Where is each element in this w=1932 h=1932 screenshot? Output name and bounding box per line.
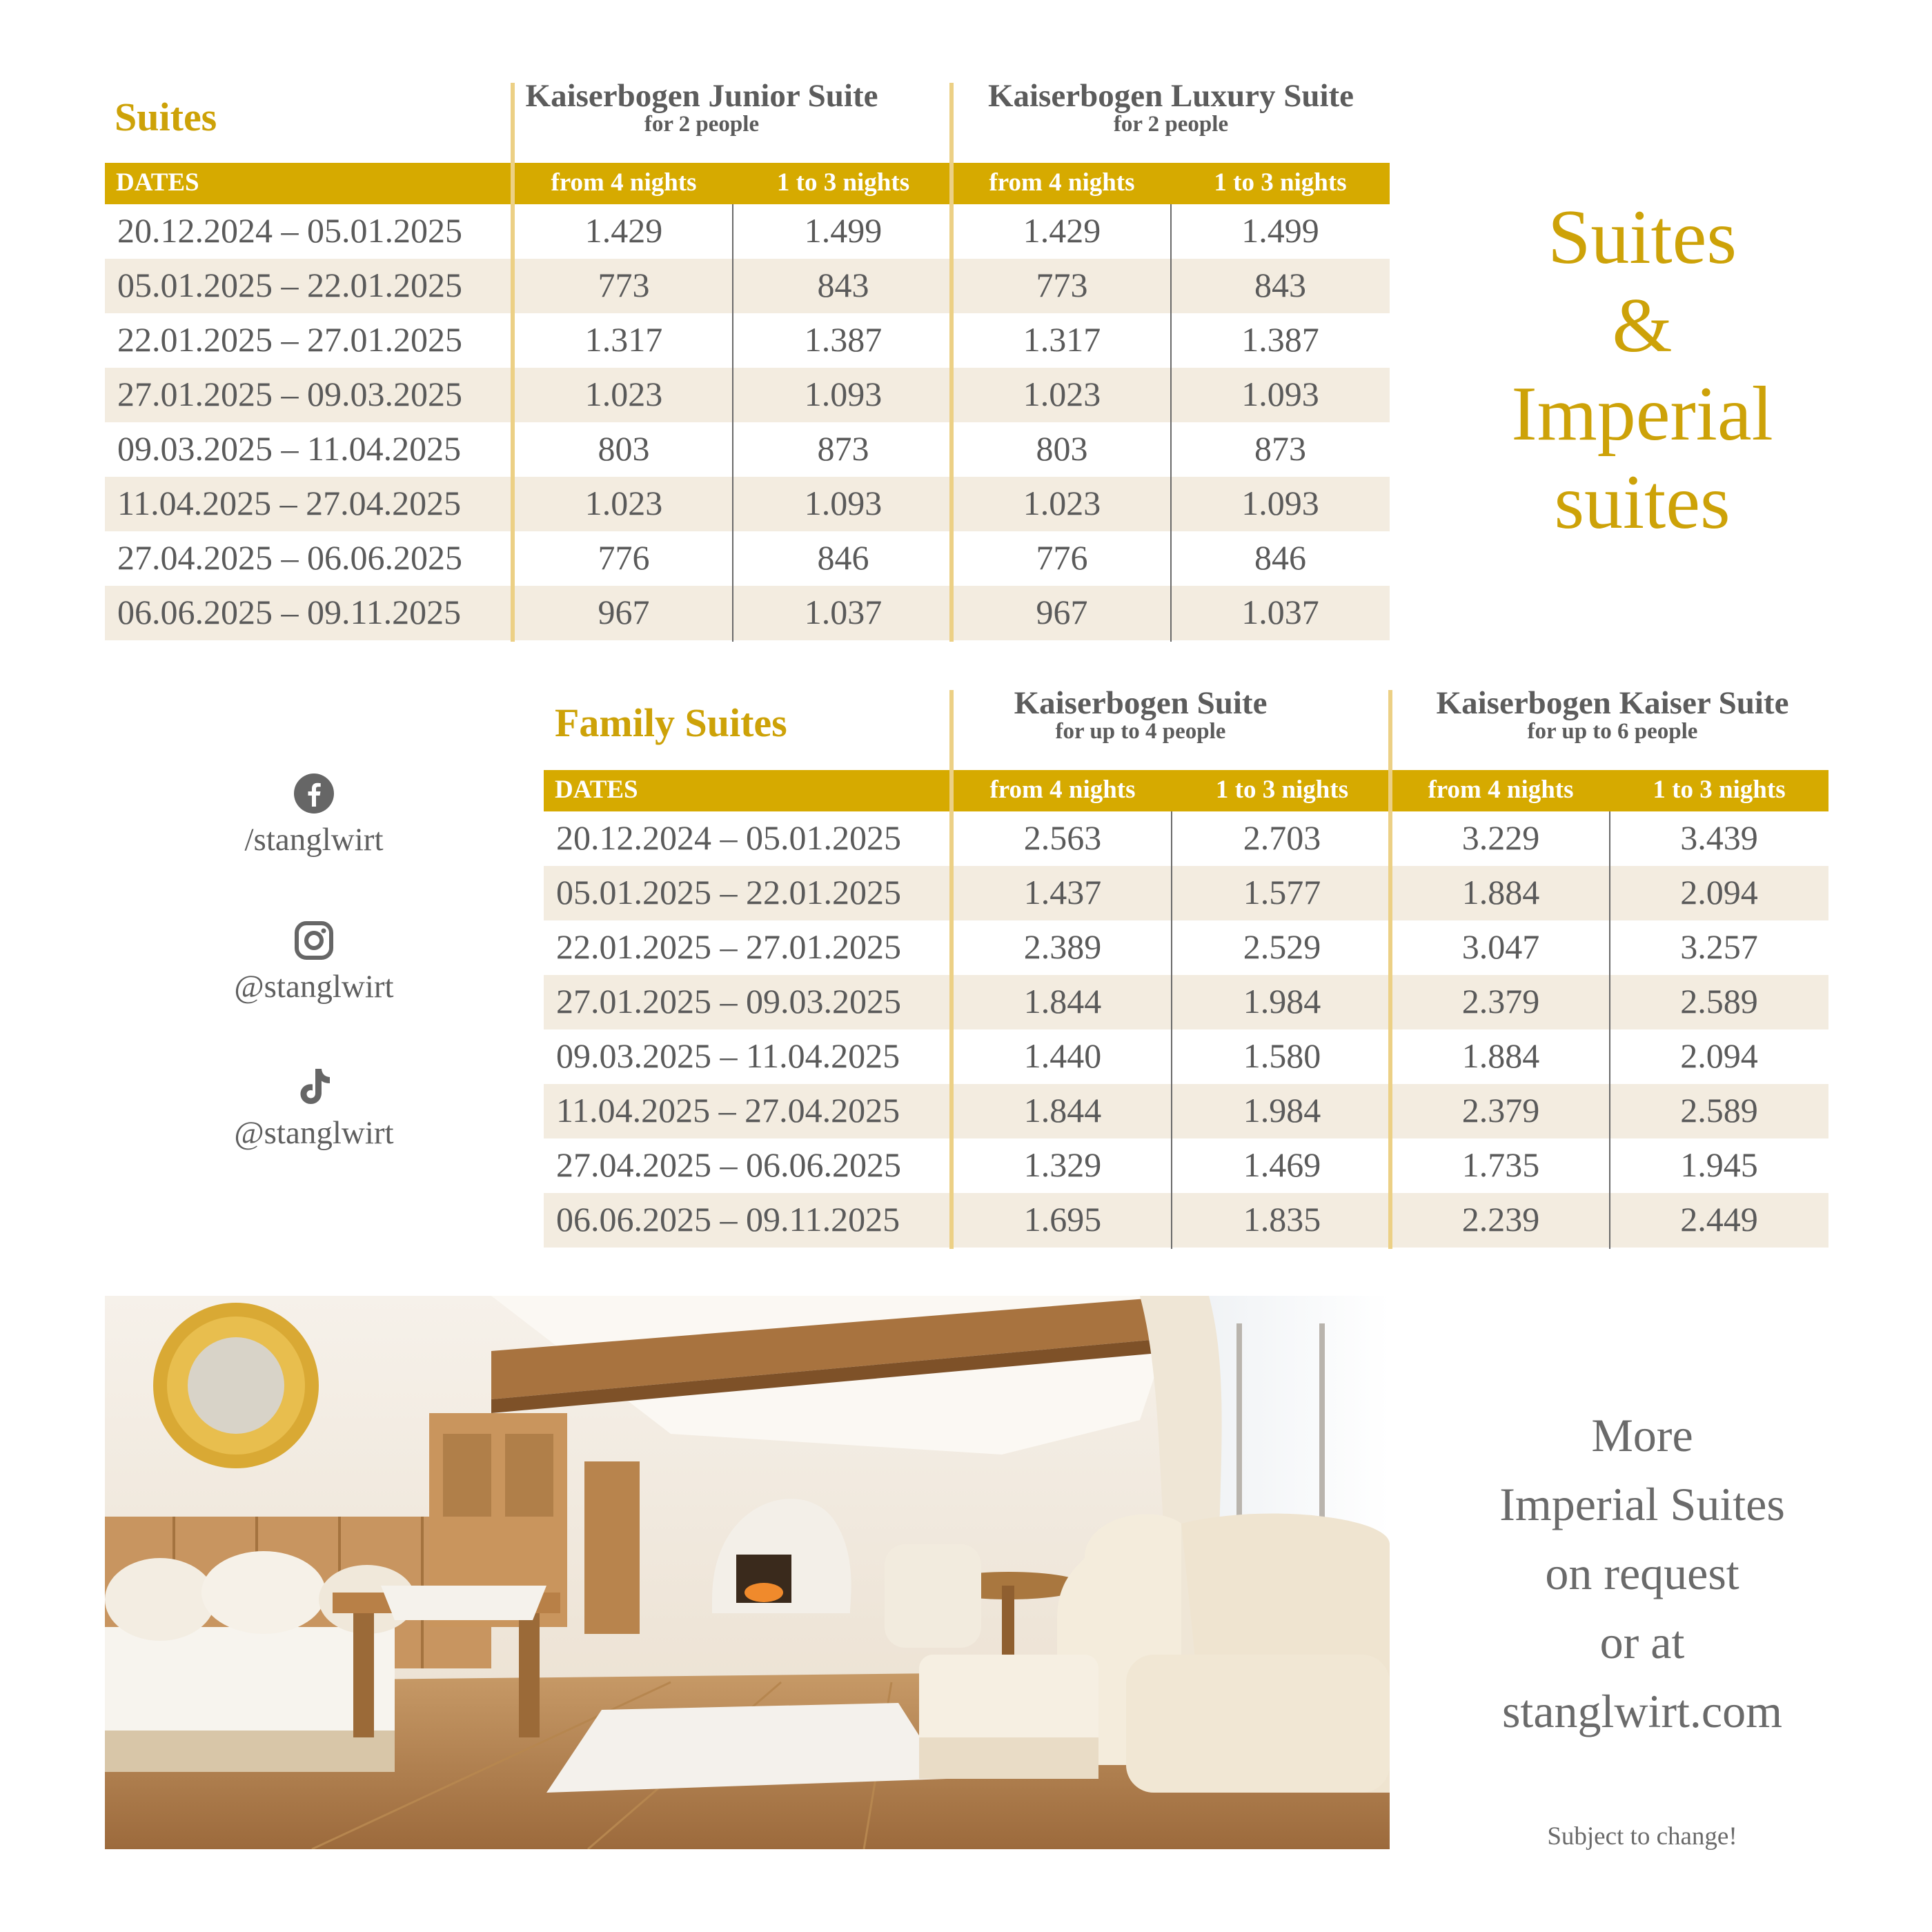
kaiserbogen-suite-name: Kaiserbogen Suite — [1014, 685, 1268, 721]
price-cell: 967 — [598, 593, 650, 631]
price-cell: 1.945 — [1680, 1145, 1758, 1184]
price-cell: 1.037 — [804, 593, 883, 631]
instagram-link[interactable] — [207, 920, 421, 1005]
luxury-suite-header — [960, 77, 1381, 137]
table-row — [105, 259, 1390, 313]
date-range-cell: 27.04.2025 – 06.06.2025 — [117, 538, 462, 577]
price-cell: 1.437 — [1023, 873, 1102, 911]
date-range-cell: 27.01.2025 – 09.03.2025 — [556, 982, 901, 1021]
column-divider — [732, 204, 733, 642]
date-range-cell: 06.06.2025 – 09.11.2025 — [117, 593, 462, 631]
kaiser-1to3-label: 1 to 3 nights — [1653, 776, 1786, 804]
facebook-link[interactable] — [207, 773, 421, 858]
price-cell: 1.884 — [1461, 873, 1540, 911]
kaiserbogen-suite-capacity: for up to 4 people — [1055, 719, 1226, 744]
table-row — [544, 1029, 1828, 1084]
price-cell: 1.429 — [1023, 211, 1101, 250]
price-cell: 2.389 — [1023, 927, 1102, 966]
suite-1to3-label: 1 to 3 nights — [1215, 776, 1349, 804]
table-row — [544, 920, 1828, 975]
price-cell: 803 — [1036, 429, 1088, 468]
price-cell: 1.387 — [1241, 320, 1319, 359]
price-cell: 773 — [1036, 266, 1088, 304]
price-cell: 1.023 — [584, 484, 663, 522]
table-row — [544, 1084, 1828, 1138]
tiktok-icon — [293, 1066, 335, 1107]
kaiser-suite-header — [1397, 684, 1828, 745]
table-row — [544, 866, 1828, 920]
price-cell: 2.449 — [1680, 1200, 1758, 1239]
price-cell: 843 — [1254, 266, 1306, 304]
table-row — [105, 204, 1390, 259]
price-cell: 1.577 — [1243, 873, 1321, 911]
dates-column-label: DATES — [116, 168, 199, 197]
date-range-cell: 20.12.2024 – 05.01.2025 — [117, 211, 462, 250]
date-range-cell: 05.01.2025 – 22.01.2025 — [117, 266, 462, 304]
price-cell: 2.589 — [1680, 1091, 1758, 1130]
price-cell: 1.387 — [804, 320, 883, 359]
date-range-cell: 11.04.2025 – 27.04.2025 — [117, 484, 462, 522]
kaiser-suite-name: Kaiserbogen Kaiser Suite — [1436, 685, 1789, 721]
price-cell: 1.844 — [1023, 982, 1102, 1021]
price-cell: 2.239 — [1461, 1200, 1540, 1239]
price-cell: 1.023 — [584, 375, 663, 413]
price-cell: 776 — [598, 538, 650, 577]
price-cell: 3.439 — [1680, 818, 1758, 857]
price-cell: 846 — [817, 538, 869, 577]
price-cell: 3.257 — [1680, 927, 1758, 966]
side-title — [1497, 193, 1787, 546]
tiktok-handle: @stanglwirt — [234, 1115, 394, 1151]
date-range-cell: 11.04.2025 – 27.04.2025 — [556, 1091, 900, 1130]
price-cell: 1.499 — [1241, 211, 1319, 250]
dates-column-label: DATES — [555, 776, 638, 804]
luxury-1to3-label: 1 to 3 nights — [1214, 168, 1347, 197]
more-line: on request — [1545, 1547, 1739, 1599]
column-divider — [1170, 204, 1172, 642]
price-cell: 1.429 — [584, 211, 663, 250]
price-cell: 1.023 — [1023, 375, 1101, 413]
side-title-line: suites — [1554, 460, 1731, 545]
table-row — [105, 586, 1390, 640]
table-row — [105, 422, 1390, 477]
more-info-text — [1463, 1401, 1822, 1746]
price-cell: 967 — [1036, 593, 1088, 631]
kaiser-from4-label: from 4 nights — [1428, 776, 1574, 804]
suites-section-title: Suites — [115, 95, 217, 139]
website-link[interactable]: stanglwirt.com — [1501, 1685, 1783, 1737]
table-row — [544, 1193, 1828, 1248]
price-cell: 1.023 — [1023, 484, 1101, 522]
price-cell: 773 — [598, 266, 650, 304]
facebook-handle: /stanglwirt — [244, 822, 384, 858]
junior-suite-header — [519, 77, 885, 137]
price-cell: 1.440 — [1023, 1036, 1102, 1075]
price-cell: 3.229 — [1461, 818, 1540, 857]
price-cell: 1.037 — [1241, 593, 1319, 631]
junior-from4-label: from 4 nights — [551, 168, 697, 197]
price-cell: 1.735 — [1461, 1145, 1540, 1184]
facebook-icon — [293, 773, 335, 814]
date-range-cell: 22.01.2025 – 27.01.2025 — [556, 927, 901, 966]
instagram-icon — [293, 920, 335, 961]
column-divider — [1171, 811, 1172, 1249]
price-cell: 1.984 — [1243, 982, 1321, 1021]
luxury-suite-capacity: for 2 people — [1113, 112, 1229, 137]
more-line: Imperial Suites — [1499, 1478, 1785, 1530]
more-line: More — [1591, 1409, 1693, 1461]
price-cell: 2.703 — [1243, 818, 1321, 857]
price-cell: 1.695 — [1023, 1200, 1102, 1239]
price-cell: 1.469 — [1243, 1145, 1321, 1184]
luxury-from4-label: from 4 nights — [989, 168, 1135, 197]
price-cell: 803 — [598, 429, 650, 468]
price-cell: 843 — [817, 266, 869, 304]
price-cell: 873 — [817, 429, 869, 468]
price-cell: 1.317 — [584, 320, 663, 359]
price-cell: 2.094 — [1680, 873, 1758, 911]
more-line: or at — [1599, 1616, 1685, 1668]
price-cell: 1.317 — [1023, 320, 1101, 359]
date-range-cell: 27.01.2025 – 09.03.2025 — [117, 375, 462, 413]
instagram-handle: @stanglwirt — [234, 969, 394, 1005]
price-cell: 1.499 — [804, 211, 883, 250]
price-cell: 2.379 — [1461, 982, 1540, 1021]
family-section-title: Family Suites — [555, 700, 787, 745]
table-row — [105, 531, 1390, 586]
price-cell: 2.563 — [1023, 818, 1102, 857]
kaiserbogen-suite-header — [958, 684, 1323, 745]
price-cell: 2.379 — [1461, 1091, 1540, 1130]
date-range-cell: 20.12.2024 – 05.01.2025 — [556, 818, 901, 857]
table-row — [105, 313, 1390, 368]
side-title-line: Imperial — [1511, 371, 1773, 457]
price-cell: 1.984 — [1243, 1091, 1321, 1130]
tiktok-link[interactable] — [207, 1066, 421, 1152]
price-cell: 873 — [1254, 429, 1306, 468]
price-cell: 2.094 — [1680, 1036, 1758, 1075]
price-cell: 1.884 — [1461, 1036, 1540, 1075]
price-cell: 1.093 — [804, 375, 883, 413]
luxury-suite-name: Kaiserbogen Luxury Suite — [987, 78, 1354, 114]
price-cell: 3.047 — [1461, 927, 1540, 966]
table-row — [105, 368, 1390, 422]
date-range-cell: 09.03.2025 – 11.04.2025 — [556, 1036, 900, 1075]
price-cell: 1.844 — [1023, 1091, 1102, 1130]
table-row — [544, 811, 1828, 866]
table-row — [544, 975, 1828, 1029]
suite-interior-photo — [105, 1296, 1390, 1849]
price-cell: 1.835 — [1243, 1200, 1321, 1239]
column-divider — [949, 83, 954, 642]
side-title-line: & — [1612, 283, 1673, 368]
junior-suite-name: Kaiserbogen Junior Suite — [525, 78, 878, 114]
date-range-cell: 27.04.2025 – 06.06.2025 — [556, 1145, 901, 1184]
column-divider — [949, 690, 954, 1249]
price-cell: 2.589 — [1680, 982, 1758, 1021]
column-divider — [1388, 690, 1392, 1249]
date-range-cell: 09.03.2025 – 11.04.2025 — [117, 429, 462, 468]
price-cell: 1.329 — [1023, 1145, 1102, 1184]
price-cell: 1.580 — [1243, 1036, 1321, 1075]
date-range-cell: 05.01.2025 – 22.01.2025 — [556, 873, 901, 911]
price-cell: 1.093 — [804, 484, 883, 522]
suites-header-bar — [105, 163, 1390, 204]
junior-1to3-label: 1 to 3 nights — [776, 168, 910, 197]
subject-to-change-note: Subject to change! — [1547, 1822, 1737, 1851]
suites-rate-table — [105, 78, 1390, 642]
table-row — [105, 477, 1390, 531]
price-cell: 1.093 — [1241, 484, 1319, 522]
column-divider — [511, 83, 515, 642]
price-cell: 1.093 — [1241, 375, 1319, 413]
price-cell: 2.529 — [1243, 927, 1321, 966]
date-range-cell: 22.01.2025 – 27.01.2025 — [117, 320, 462, 359]
date-range-cell: 06.06.2025 – 09.11.2025 — [556, 1200, 900, 1239]
side-title-line: Suites — [1548, 195, 1737, 280]
price-cell: 776 — [1036, 538, 1088, 577]
junior-suite-capacity: for 2 people — [644, 112, 760, 137]
price-cell: 846 — [1254, 538, 1306, 577]
kaiser-suite-capacity: for up to 6 people — [1527, 719, 1698, 744]
suite-from4-label: from 4 nights — [989, 776, 1136, 804]
family-header-bar — [544, 770, 1828, 811]
family-rate-table — [544, 685, 1828, 1249]
column-divider — [1609, 811, 1610, 1249]
table-row — [544, 1138, 1828, 1193]
